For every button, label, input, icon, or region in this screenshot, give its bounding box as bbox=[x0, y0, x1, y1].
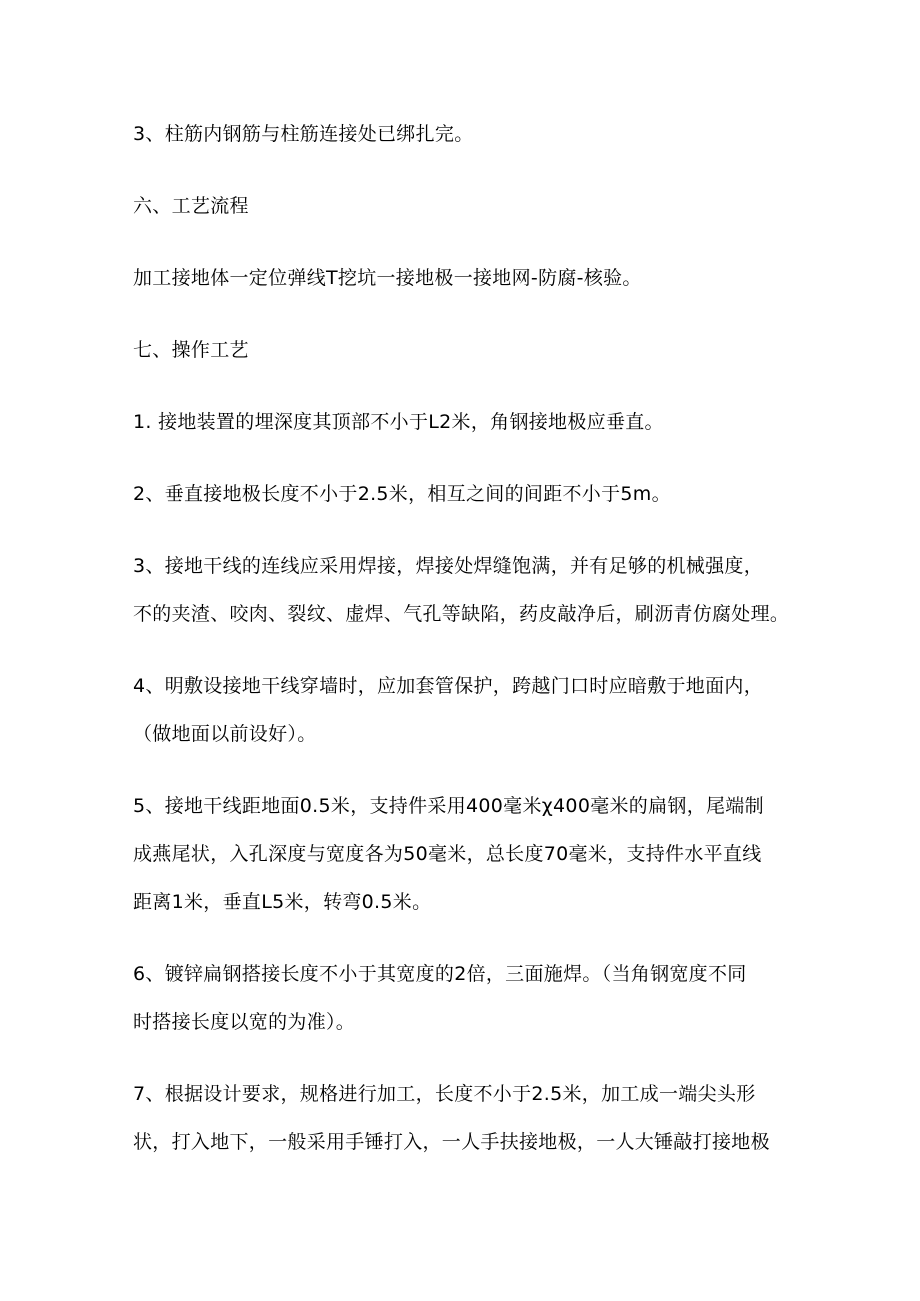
text-line-condition-3: 3、柱筋内钢筋与柱筋连接处已绑扎完。 bbox=[133, 123, 474, 145]
text-line-process-flow: 加工接地体一定位弹线T挖坑一接地极一接地网-防腐-核验。 bbox=[133, 267, 642, 289]
text-line-step-4b: （做地面以前设好）。 bbox=[133, 723, 317, 745]
text-line-step-3b: 不的夹渣、咬肉、裂纹、虚焊、气孔等缺陷，药皮敲净后，刷沥青仿腐处理。 bbox=[133, 603, 790, 625]
text-line-step-5b: 成燕尾状，入孔深度与宽度各为50毫米，总长度70毫米，支持件水平直线 bbox=[133, 843, 762, 865]
text-line-step-1: 1. 接地装置的埋深度其顶部不小于L2米，角钢接地极应垂直。 bbox=[133, 411, 664, 433]
text-line-step-7a: 7、根据设计要求，规格进行加工，长度不小于2.5米，加工成一端尖头形 bbox=[133, 1083, 756, 1105]
text-line-step-3a: 3、接地干线的连线应采用焊接，焊接处焊缝饱满，并有足够的机械强度， bbox=[133, 555, 763, 577]
text-line-step-2: 2、垂直接地极长度不小于2.5米，相互之间的间距不小于5m。 bbox=[133, 483, 671, 505]
text-line-step-6a: 6、镀锌扁钢搭接长度不小于其宽度的2倍，三面施焊。（当角钢宽度不同 bbox=[133, 963, 747, 985]
text-line-step-4a: 4、明敷设接地干线穿墙时，应加套管保护，跨越门口时应暗敷于地面内， bbox=[133, 675, 763, 697]
section-heading-operation: 七、操作工艺 bbox=[133, 339, 249, 361]
section-heading-process-flow: 六、工艺流程 bbox=[133, 195, 249, 217]
text-line-step-5c: 距离1米，垂直L5米，转弯0.5米。 bbox=[133, 891, 432, 913]
text-line-step-5a: 5、接地干线距地面0.5米，支持件采用400毫米χ400毫米的扁钢，尾端制 bbox=[133, 795, 764, 817]
text-line-step-7b: 状，打入地下，一般采用手锤打入，一人手扶接地极，一人大锤敲打接地极 bbox=[133, 1131, 770, 1153]
text-line-step-6b: 时搭接长度以宽的为准）。 bbox=[133, 1011, 356, 1033]
